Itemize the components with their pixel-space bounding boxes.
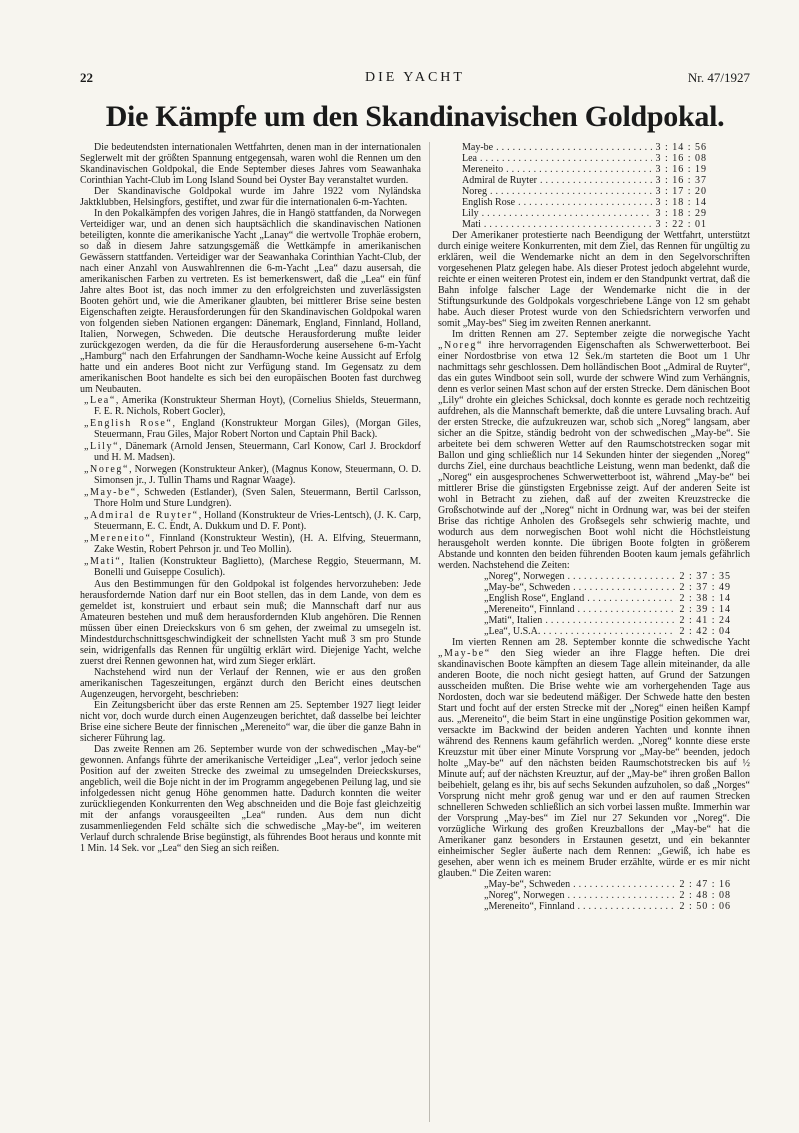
text-run: Im dritten Rennen am 27. September zeigte die norwegische Yacht xyxy=(452,329,750,340)
boat-name: „Noreg“, Norwegen xyxy=(484,571,565,582)
boat-name: „May-be“ xyxy=(84,487,137,498)
finish-time: 2 : 39 : 14 xyxy=(679,604,731,615)
boat-name: „Mati“ xyxy=(84,556,122,567)
boat-name: „May-be“ xyxy=(438,648,491,659)
entrant-entry xyxy=(80,487,421,509)
finish-time: 2 : 47 : 16 xyxy=(679,879,731,890)
dot-leader xyxy=(568,890,677,901)
boat-name: „Noreg“, Norwegen xyxy=(484,890,565,901)
result-row xyxy=(462,208,707,219)
finish-time: 2 : 42 : 04 xyxy=(679,626,731,637)
finish-time: 3 : 16 : 19 xyxy=(655,164,707,175)
boat-name: „Lily“ xyxy=(84,441,120,452)
entrant-details: , Norwegen (Konstrukteur Anker), (Magnus Konow, Steuermann, O. D. Simonsen jr., J. Tullin Thams und Ragnar Waage). xyxy=(94,464,421,486)
finish-time: 2 : 41 : 24 xyxy=(679,615,731,626)
boat-name: „Noreg“ xyxy=(84,464,130,475)
boat-name: „Mereneito“, Finnland xyxy=(484,604,575,615)
entrant-entry xyxy=(80,395,421,417)
finish-time: 2 : 37 : 35 xyxy=(679,571,731,582)
paragraph: Der Skandinavische Goldpokal wurde im Jahre 1922 vom Nyländska Jaktklubben, Helsingfors, gestiftet, und zwar für die internationalen 6-m-Yachten. xyxy=(80,186,421,208)
paragraph: In den Pokalkämpfen des vorigen Jahres, die in Hangö stattfanden, da Norwegen Verteidiger war, und an denen sich hauptsächlich die skandinavischen Nationen beteiligten, konnte die amerikanische Yacht „Lanay“ die wertvolle Trophäe erobern, so daß in diesem Jahre satzungsgemäß die Wettkämpfe in amerikanischen Gewässern stattfanden. Verteidiger war der Seawanhaka Corinthian Yacht-Club, der nach einer Anzahl von Auswahlrennen die 6-m-Yacht „Lea“ dazu ausersah, die amerikanischen Farben zu vertreten. Es ist bemerkenswert, daß die „Lea“ ein fünf Jahre altes Boot ist, das noch immer zu den erfolgreichsten und zuverlässigsten Booten gehört und, wie die Amerikaner glaubten, bei mittlerer Brise seine besten Eigenschaften zeigte. Herausforderungen für den Skandinavischen Goldpokal waren von folgenden sieben Nationen ergangen: Dänemark, England, Finnland, Holland, Italien, Norwegen, Schweden. Die deutsche Herausforderung mußte leider zurückgezogen werden, da die für die Herausforderung ausersehene 6-m-Yacht „Hamburg“ nach den Erfahrungen der Sandhamn-Woche keine Aussicht auf Erfolg hatte und ein anderes Boot nicht zur Verfügung stand. Im Gegensatz zu dem amerikanischen Boot handelte es sich bei den europäischen Booten fast durchweg um Neubauten. xyxy=(80,208,421,395)
dot-leader xyxy=(518,197,652,208)
finish-time: 3 : 16 : 37 xyxy=(655,175,707,186)
boat-name: „Mereneito“, Finnland xyxy=(484,901,575,912)
dot-leader xyxy=(506,164,652,175)
result-row xyxy=(484,582,731,593)
result-row xyxy=(484,571,731,582)
result-row xyxy=(462,142,707,153)
text-run: ihre hervorragenden Eigenschaften als Schwerwetterboot. Bei einer Nordostbrise von etwa 12 Sek./m starteten die Boot um 1 Uhr nachmittags sehr geschlossen. Dem holländischen Boot „Admiral de Ruyter“, das ein gutes Windboot sein soll, wurde der schwere Wind zum Verhängnis, denn es verlor seinen Mast schon auf der ersten Strecke. Dem dänischen Boot „Lily“ drohte ein gleiches Schicksal, doch konnte es gerade noch rechtzeitig aufdrehen, als die Mannschaft bemerkte, daß die untere Luvsaling brach. Auf der ersten Strecke, die aufzukreuzen war, schob sich „Noreg“ langsam, aber sicher an die Spitze, ständig bedroht von der schwedischen „May-be“. Sie arbeitete bei dem schweren Wetter auf den Raumschotstrecken sogar mit Ballon und ging schließlich nur 14 Sekunden hinter der siegenden „Noreg“ durchs Ziel, eine durchaus beachtliche Leistung, wenn man bedenkt, daß die „Noreg“ ein ausgesprochenes Schwerwetterboot ist, während „May-be“ bei mittlerer Brise die günstigsten Ergebnisse zeigt. Auf der anderen Seite ist wohl in Betracht zu ziehen, daß auf der zweiten Kreuzstrecke die Großschotwinde auf der „Noreg“ nicht in Ordnung war, was bei der steifen Brise das richtige Anholen des Großsegels sehr schwierig machte, und wodurch aus dem norwegischen Boot wohl nicht die Höchstleistung herausgeholt werden konnte. Die übrigen Boote folgten in größerem Abstande und konnten den beiden führenden Booten kaum jemals gefährlich werden. Nachstehend die Zeiten: xyxy=(438,340,750,571)
finish-time: 3 : 18 : 29 xyxy=(655,208,707,219)
dot-leader xyxy=(480,153,652,164)
finish-time: 2 : 38 : 14 xyxy=(679,593,731,604)
result-row xyxy=(484,626,731,637)
dot-leader xyxy=(496,142,652,153)
boat-name: „English Rose“, England xyxy=(484,593,585,604)
result-row xyxy=(462,197,707,208)
boat-name: „Mereneito“ xyxy=(84,533,152,544)
dot-leader xyxy=(543,626,676,637)
dot-leader xyxy=(587,593,676,604)
article-title: Die Kämpfe um den Skandinavischen Goldpokal. xyxy=(105,100,725,133)
dot-leader xyxy=(573,879,676,890)
paragraph xyxy=(438,329,750,571)
boat-name: Mati xyxy=(462,219,481,230)
boat-name: Noreg xyxy=(462,186,487,197)
entrant-details: , Dänemark (Arnold Jensen, Steuermann, Carl Konow, Carl J. Brockdorf und H. M. Madsen). xyxy=(94,441,421,463)
magazine-name: DIE YACHT xyxy=(365,70,465,85)
boat-name: English Rose xyxy=(462,197,516,208)
boat-name: Lily xyxy=(462,208,479,219)
dot-leader xyxy=(568,571,677,582)
boat-name: „Admiral de Ruyter“ xyxy=(84,510,199,521)
result-row xyxy=(462,175,707,186)
finish-time: 2 : 37 : 49 xyxy=(679,582,731,593)
paragraph: Nachstehend wird nun der Verlauf der Rennen, wie er aus den großen amerikanischen Tageszeitungen, ergänzt durch den Bericht eines deutschen Augenzeugen, hervorgeht, beschrieben: xyxy=(80,667,421,700)
finish-time: 3 : 22 : 01 xyxy=(655,219,707,230)
dot-leader xyxy=(545,615,676,626)
entrant-entry xyxy=(80,556,421,578)
entrant-entry xyxy=(80,418,421,440)
dot-leader xyxy=(484,219,653,230)
entrant-details: , Schweden (Estlander), (Sven Salen, Steuermann, Bertil Carlsson, Thore Holm und Sture Lundgren). xyxy=(94,487,421,509)
result-row xyxy=(484,890,731,901)
entrant-entry xyxy=(80,464,421,486)
finish-time: 3 : 18 : 14 xyxy=(655,197,707,208)
entrant-details: , Holland (Konstrukteur de Vries-Lentsch), (J. K. Carp, Steuermann, E. C. Endt, A. Dukkum und D. F. Pont). xyxy=(94,510,421,532)
entrant-entry xyxy=(80,441,421,463)
paragraph: Aus den Bestimmungen für den Goldpokal ist folgendes hervorzuheben: Jede herausfordernde Nation darf nur ein Boot stellen, das in dem Lande, von dem es gemeldet ist, konstruiert und erbaut sein muß; die Mannschaft darf nur aus Amateuren bestehen und muß dem herausfordernden Klub angehören. Die Rennen müssen über einen Dreieckskurs von 6 sm gehen, der zweimal zu umsegeln ist. Mindestdurchschnittsgeschwindigkeit der schnellsten Yacht muß 3 sm pro Stunde sein, widrigenfalls das Rennen für ungültig erklärt wird. Diejenige Yacht, welche zuerst drei Rennen gewonnen hat, wird zum Sieger erklärt. xyxy=(80,579,421,667)
paragraph: Die bedeutendsten internationalen Wettfahrten, denen man in der internationalen Seglerwelt mit der größten Spannung entgegensah, waren wohl die Rennen um den Skandinavischen Goldpokal, die Ende September dieses Jahres vom Seawanhaka Corinthian Yacht-Club im Long Island Sound bei Oyster Bay veranstaltet wurden. xyxy=(80,142,421,186)
result-row xyxy=(462,164,707,175)
paragraph xyxy=(438,637,750,879)
finish-time: 3 : 16 : 08 xyxy=(655,153,707,164)
boat-name: „Noreg“ xyxy=(438,340,484,351)
issue-number: Nr. 47/1927 xyxy=(687,70,750,85)
finish-time: 2 : 48 : 08 xyxy=(679,890,731,901)
entrant-details: , Italien (Konstrukteur Baglietto), (Marchese Reggio, Steuermann, M. Bonelli und Guiseppe Cosulich). xyxy=(94,556,421,578)
boat-name: „Mati“, Italien xyxy=(484,615,543,626)
boat-name: „May-be“, Schweden xyxy=(484,582,571,593)
dot-leader xyxy=(540,175,652,186)
finish-time: 3 : 14 : 56 xyxy=(655,142,707,153)
dot-leader xyxy=(578,604,677,615)
result-row xyxy=(484,879,731,890)
entrant-list xyxy=(80,395,421,578)
result-row xyxy=(484,604,731,615)
result-row xyxy=(484,593,731,604)
finish-time: 3 : 17 : 20 xyxy=(655,186,707,197)
dot-leader xyxy=(482,208,653,219)
results-table-race-4 xyxy=(484,879,731,912)
entrant-details: , Amerika (Konstrukteur Sherman Hoyt), (Cornelius Shields, Steuermann, F. E. R. Nichols, Robert Gocler), xyxy=(94,395,421,417)
finish-time: 2 : 50 : 06 xyxy=(679,901,731,912)
dot-leader xyxy=(573,582,676,593)
text-run: den Sieg wieder an ihre Flagge heften. Die drei skandinavischen Boote kämpften an diesem Tage allein miteinander, da alle anderen Boote, die noch nicht gesiegt hatten, auf Grund der Satzungen ausscheiden mußten. Die Brise wehte wie am vorhergehenden Tage aus Nordosten, doch war sie bedeutend mäßiger. Der Schwede hatte den besten Start und focht auf der ersten Strecke mit der „Noreg“ einen heißen Kampf aus. „Mereneito“, die beim Start in eine ungünstige Position gekommen war, versackte im Backwind der beiden anderen Yachten und konnte ihnen während des Rennens kaum gefährlich werden. „Noreg“ konnte diese erste Kreuzstur mit über einer Minute Vorsprung vor „May-be“ beenden, jedoch holte „May-be“ auf den nächsten beiden Raumschotstrecken bis auf ½ Minute auf; auf der nächsten Kreuztur, auf der „May-be“ ihren großen Ballon beibehielt, gelang es ihr, bis auf sechs Sekunden aufzuholen, so daß „Norges“ Vorsprung nicht mehr groß genug war und er den auf raumen Strecken schnelleren Schweden schließlich an sich vorbei lassen mußte. Immerhin war der Vorsprung „May-bes“ im Ziel nur 27 Sekunden vor „Noreg“. Die vorzügliche Wirkung des großen Kreuzballons der „May-be“ hat die Amerikaner ganz besonders in Erstaunen gesetzt, und ein bekannter einheimischer Segler äußerte nach dem Rennen: „Gewiß, ich habe es gesehen, aber wenn ich es meinem Bruder erzählte, würde er es mir nicht glauben.“ Die Zeiten waren: xyxy=(438,648,750,879)
paragraph: Ein Zeitungsbericht über das erste Rennen am 25. September 1927 liegt leider nicht vor, doch wurde durch einen Augenzeugen berichtet, daß dasselbe bei leichter Brise eine sichere Beute der finnischen „Mereneito“ war, die über die ganze Bahn in sicherer Führung lag. xyxy=(80,700,421,744)
results-table-race-2 xyxy=(462,142,707,230)
text-run: Im vierten Rennen am 28. September konnte die schwedische Yacht xyxy=(452,637,750,648)
boat-name: May-be xyxy=(462,142,494,153)
dot-leader xyxy=(578,901,677,912)
boat-name: Lea xyxy=(462,153,477,164)
result-row xyxy=(462,186,707,197)
column-divider xyxy=(429,142,430,1122)
entrant-details: , Finnland (Konstrukteur Westin), (H. A. Elfving, Steuermann, Zake Westin, Robert Pehrson jr. und Teo Mollin). xyxy=(94,533,421,555)
paragraph: Der Amerikaner protestierte nach Beendigung der Wettfahrt, unterstützt durch einige weitere Konkurrenten, mit dem Ziel, das Rennen für ungültig zu erklären, weil die Wendemarke nicht an dem in den Segelvorschriften vorgesehenen Platz gelegen habe. Als dieser Protest jedoch abgelehnt wurde, reichte er einen weiteren Protest ein, indem er den Standpunkt vertrat, daß die Bahn infolge falscher Lage der Wendemarke nicht die in der Stiftungsurkunde des Goldpokals vorgeschriebene Länge von 12 sm gehabt habe. Auch dieser Protest wurde von den Schiedsrichtern verworfen und somit „May-bes“ Sieg im zweiten Rennen anerkannt. xyxy=(438,230,750,329)
right-column xyxy=(438,142,750,912)
entrant-details: , England (Konstrukteur Morgan Giles), (Morgan Giles, Steuermann, Frau Giles, Major Robert Norton und Captain Phil Back). xyxy=(94,418,421,440)
dot-leader xyxy=(490,186,652,197)
result-row xyxy=(484,901,731,912)
boat-name: „Lea“, U.S.A. xyxy=(484,626,541,637)
left-column xyxy=(80,142,421,854)
result-row xyxy=(462,153,707,164)
result-row xyxy=(462,219,707,230)
boat-name: Mereneito xyxy=(462,164,504,175)
entrant-entry xyxy=(80,533,421,555)
paragraph: Das zweite Rennen am 26. September wurde von der schwedischen „May-be“ gewonnen. Anfangs führte der amerikanische Verteidiger „Lea“, verlor jedoch seine Position auf der zweiten Strecke des zweimal zu umsegelnden Dreieckskurses, angeblich, weil die Boje nicht in der im Programm angegebenen Peilung lag, und sie infolgedessen nicht genug Höhe genommen hatte. Dadurch konnten die weiter zurückliegenden Konkurrenten den Weg abschneiden und die Boje fast gleichzeitig mit der anfangs vorausgeeilten „Lea“ runden. Aus dem nun dicht zusammenliegenden Feld schälte sich die schwedische „May-be“, im weiteren Verlauf durch schralende Brise begünstigt, als führendes Boot heraus und konnte mit 1 Min. 14 Sek. vor „Lea“ den Sieg an sich reißen. xyxy=(80,744,421,854)
results-table-race-3 xyxy=(484,571,731,637)
page-number: 22 xyxy=(80,70,93,85)
boat-name: Admiral de Ruyter xyxy=(462,175,537,186)
running-head xyxy=(80,70,750,90)
boat-name: „Lea“ xyxy=(84,395,116,406)
boat-name: „May-be“, Schweden xyxy=(484,879,571,890)
entrant-entry xyxy=(80,510,421,532)
result-row xyxy=(484,615,731,626)
boat-name: „English Rose“ xyxy=(84,418,173,429)
